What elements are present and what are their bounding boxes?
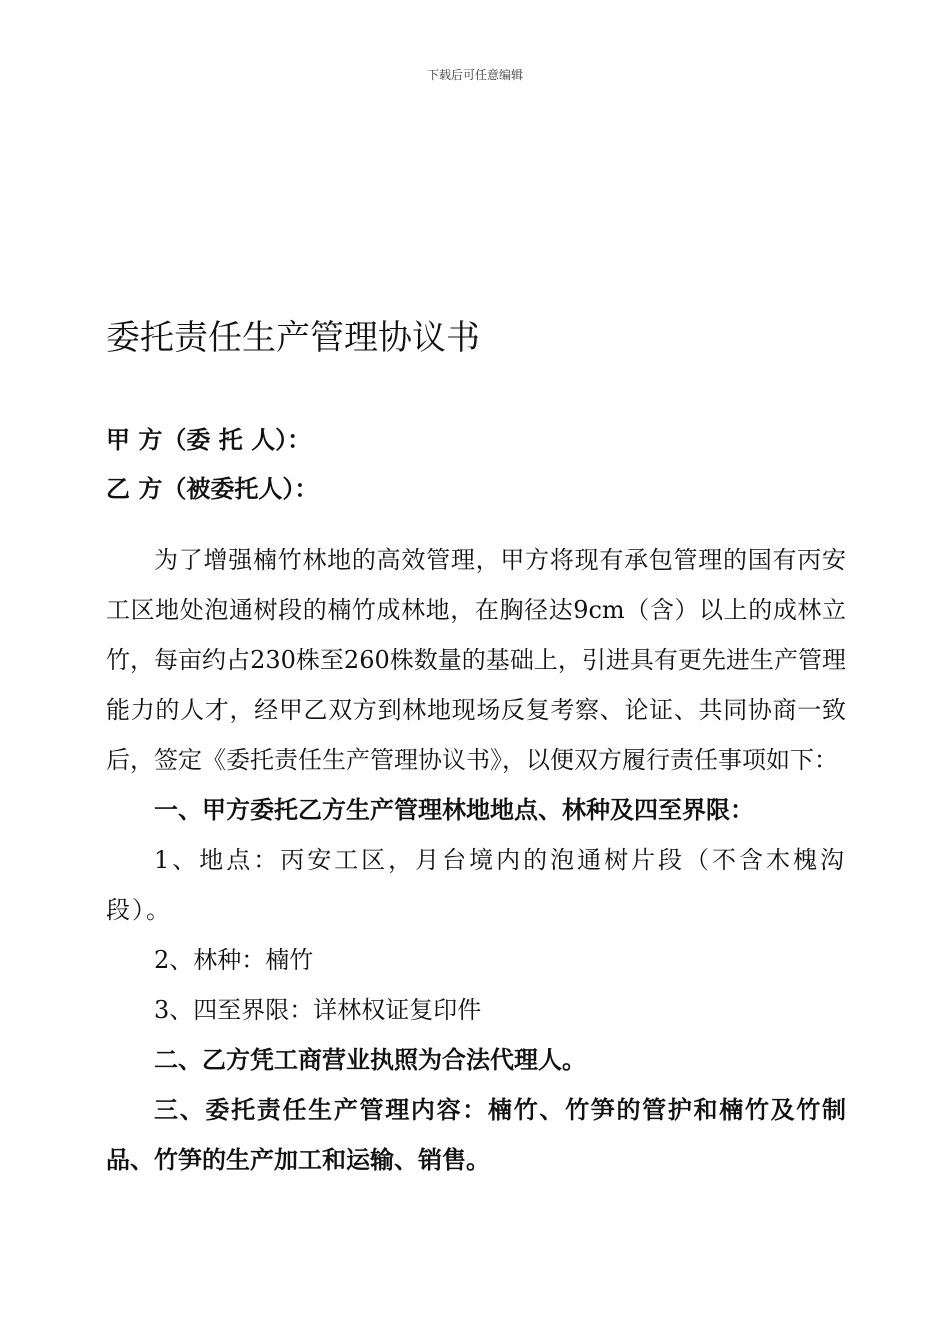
section-2-heading: 二、乙方凭工商营业执照为合法代理人。: [154, 1046, 586, 1074]
intro-paragraph: 为了增强楠竹林地的高效管理，甲方将现有承包管理的国有丙安工区地处泡通树段的楠竹成林地，在胸径达9cm（含）以上的成林立竹，每亩约占230株至260株数量的基础上，引进具有更先进生产管理能力的人才，经甲乙双方到林地现场反复考察、论证、共同协商一致后，签定《委托责任生产管理协议书》，以便双方履行责任事项如下：: [106, 546, 846, 774]
item-forest-type: 2、林种：楠竹: [154, 946, 314, 974]
document-body: [106, 535, 846, 1185]
item-location: 1、地点：丙安工区，月台境内的泡通树片段（不含木槐沟段）。: [106, 846, 846, 924]
party-b-line: 乙 方（被委托人）：: [106, 475, 319, 503]
section-1-heading: 一、甲方委托乙方生产管理林地地点、林种及四至界限：: [154, 796, 754, 824]
header-note: 下载后可任意编辑: [426, 68, 523, 82]
party-a-line: 甲 方（委 托 人）：: [106, 426, 312, 454]
document-title: 委托责任生产管理协议书: [106, 318, 480, 358]
section-3-heading: 三、委托责任生产管理内容：楠竹、竹笋的管护和楠竹及竹制品、竹笋的生产加工和运输、销售。: [106, 1096, 846, 1174]
item-boundaries: 3、四至界限：详林权证复印件: [154, 996, 482, 1024]
